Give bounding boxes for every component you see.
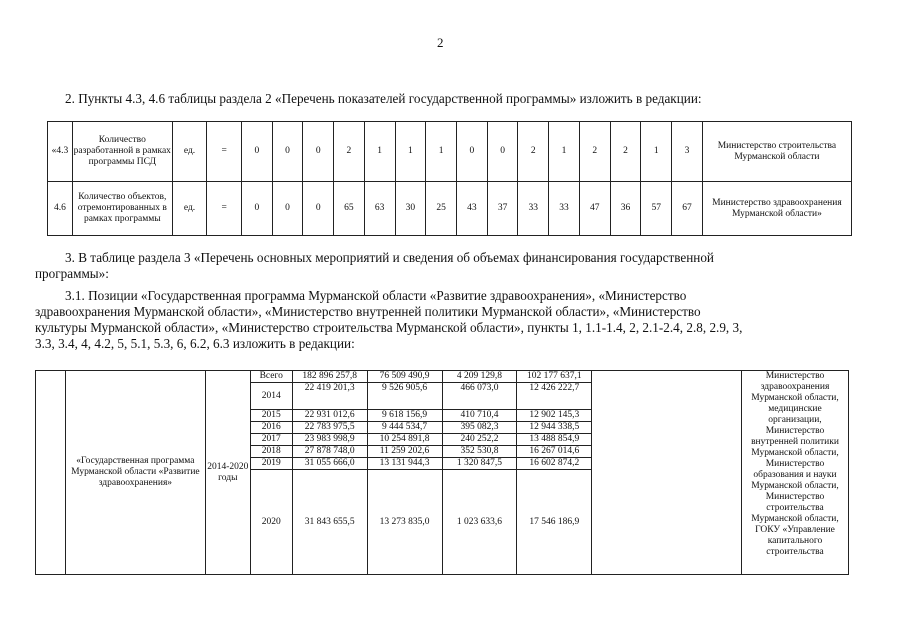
value-total: 22 419 201,3 [292,383,367,410]
value-cell: 1 [364,122,395,182]
value-cell: 2 [610,122,641,182]
value-regional: 240 252,2 [442,434,517,446]
table-row [36,371,849,383]
value-cell: 3 [672,122,703,182]
year-cell: 2015 [250,410,292,422]
unit: ед. [172,182,207,236]
row-number: 4.6 [48,182,73,236]
value-cell: 67 [672,182,703,236]
year-cell: Всего [250,371,292,383]
paragraph-3-line-2: программы»: [35,266,109,281]
year-cell: 2014 [250,383,292,410]
value-regional: 410 710,4 [442,410,517,422]
value-cell: 43 [456,182,487,236]
value-cell: 0 [487,122,518,182]
value-federal: 10 254 891,8 [367,434,442,446]
indicator-name: Количество объектов, отремонтированных в рамках программы [72,182,172,236]
year-cell: 2017 [250,434,292,446]
value-other: 12 426 222,7 [517,383,592,410]
value-regional: 352 530,8 [442,446,517,458]
value-cell: 1 [426,122,457,182]
value-other: 13 488 854,9 [517,434,592,446]
value-cell: 0 [242,182,273,236]
value-federal: 9 618 156,9 [367,410,442,422]
table-row [48,182,852,236]
year-cell: 2019 [250,458,292,470]
value-cell: 2 [579,122,610,182]
paragraph-3-1-line-2: здравоохранения Мурманской области», «Министерство внутренней политики Мурманской области», «Министерство [35,304,701,319]
value-federal: 13 131 944,3 [367,458,442,470]
value-cell: 0 [456,122,487,182]
value-cell: 65 [334,182,365,236]
financing-table [35,370,849,575]
value-total: 31 843 655,5 [292,470,367,575]
value-regional: 466 073,0 [442,383,517,410]
program-name: «Государственная программа Мурманской области «Развитие здравоохранения» [65,371,205,575]
value-federal: 13 273 835,0 [367,470,442,575]
value-total: 22 931 012,6 [292,410,367,422]
value-total: 27 878 748,0 [292,446,367,458]
value-cell: 0 [272,182,303,236]
value-total: 23 983 998,9 [292,434,367,446]
value-cell: 1 [641,122,672,182]
responsible: Министерство здравоохранения Мурманской области» [702,182,851,236]
value-cell: 25 [426,182,457,236]
indicators-table [47,121,852,236]
sign: = [207,182,242,236]
responsible: Министерство строительства Мурманской области [702,122,851,182]
value-cell: 2 [518,122,549,182]
value-total: 22 783 975,5 [292,422,367,434]
indicator-name: Количество разработанной в рамках программы ПСД [72,122,172,182]
value-other: 12 902 145,3 [517,410,592,422]
value-regional: 1 320 847,5 [442,458,517,470]
page-number: 2 [437,35,444,50]
value-cell: 36 [610,182,641,236]
paragraph-2: 2. Пункты 4.3, 4.6 таблицы раздела 2 «Перечень показателей государственной программы» изложить в редакции: [65,91,702,106]
value-regional: 4 209 129,8 [442,371,517,383]
empty-cell [36,371,66,575]
value-total: 31 055 666,0 [292,458,367,470]
value-other: 12 944 338,5 [517,422,592,434]
year-cell: 2018 [250,446,292,458]
value-cell: 33 [518,182,549,236]
responsible-list: Министерство здравоохранения Мурманской области, медицинские организации, Министерство внутренней политики Мурманской области, Министерство образования и науки Мурманской области, Министерство строительства Мурманской области, ГОКУ «Управление капитального строительства [742,371,849,575]
row-number: «4.3 [48,122,73,182]
value-cell: 1 [549,122,580,182]
value-cell: 0 [242,122,273,182]
sign: = [207,122,242,182]
value-cell: 0 [303,122,334,182]
value-other: 17 546 186,9 [517,470,592,575]
program-period: 2014-2020 годы [205,371,250,575]
value-cell: 1 [395,122,426,182]
table-row [48,122,852,182]
empty-cell [592,371,742,575]
value-cell: 2 [334,122,365,182]
paragraph-3-1-line-3: культуры Мурманской области», «Министерство строительства Мурманской области», пункты 1, 1.1-1.4, 2, 2.1-2.4, 2.8, 2.9, 3, [35,320,743,335]
year-cell: 2020 [250,470,292,575]
value-cell: 0 [272,122,303,182]
value-regional: 1 023 633,6 [442,470,517,575]
value-total: 182 896 257,8 [292,371,367,383]
value-cell: 30 [395,182,426,236]
value-cell: 57 [641,182,672,236]
paragraph-3-1-line-4: 3.3, 3.4, 4, 4.2, 5, 5.1, 5.3, 6, 6.2, 6.3 изложить в редакции: [35,336,355,351]
value-federal: 9 526 905,6 [367,383,442,410]
paragraph-3-1-line-1: 3.1. Позиции «Государственная программа Мурманской области «Развитие здравоохранения», «Министерство [65,288,687,303]
value-federal: 9 444 534,7 [367,422,442,434]
value-cell: 63 [364,182,395,236]
paragraph-3-line-1: 3. В таблице раздела 3 «Перечень основных мероприятий и сведения об объемах финансирования государственной [65,250,714,265]
value-cell: 37 [487,182,518,236]
value-federal: 76 509 490,9 [367,371,442,383]
value-regional: 395 082,3 [442,422,517,434]
value-federal: 11 259 202,6 [367,446,442,458]
value-other: 16 267 014,6 [517,446,592,458]
unit: ед. [172,122,207,182]
year-cell: 2016 [250,422,292,434]
value-cell: 0 [303,182,334,236]
value-other: 16 602 874,2 [517,458,592,470]
value-cell: 47 [579,182,610,236]
value-other: 102 177 637,1 [517,371,592,383]
value-cell: 33 [549,182,580,236]
